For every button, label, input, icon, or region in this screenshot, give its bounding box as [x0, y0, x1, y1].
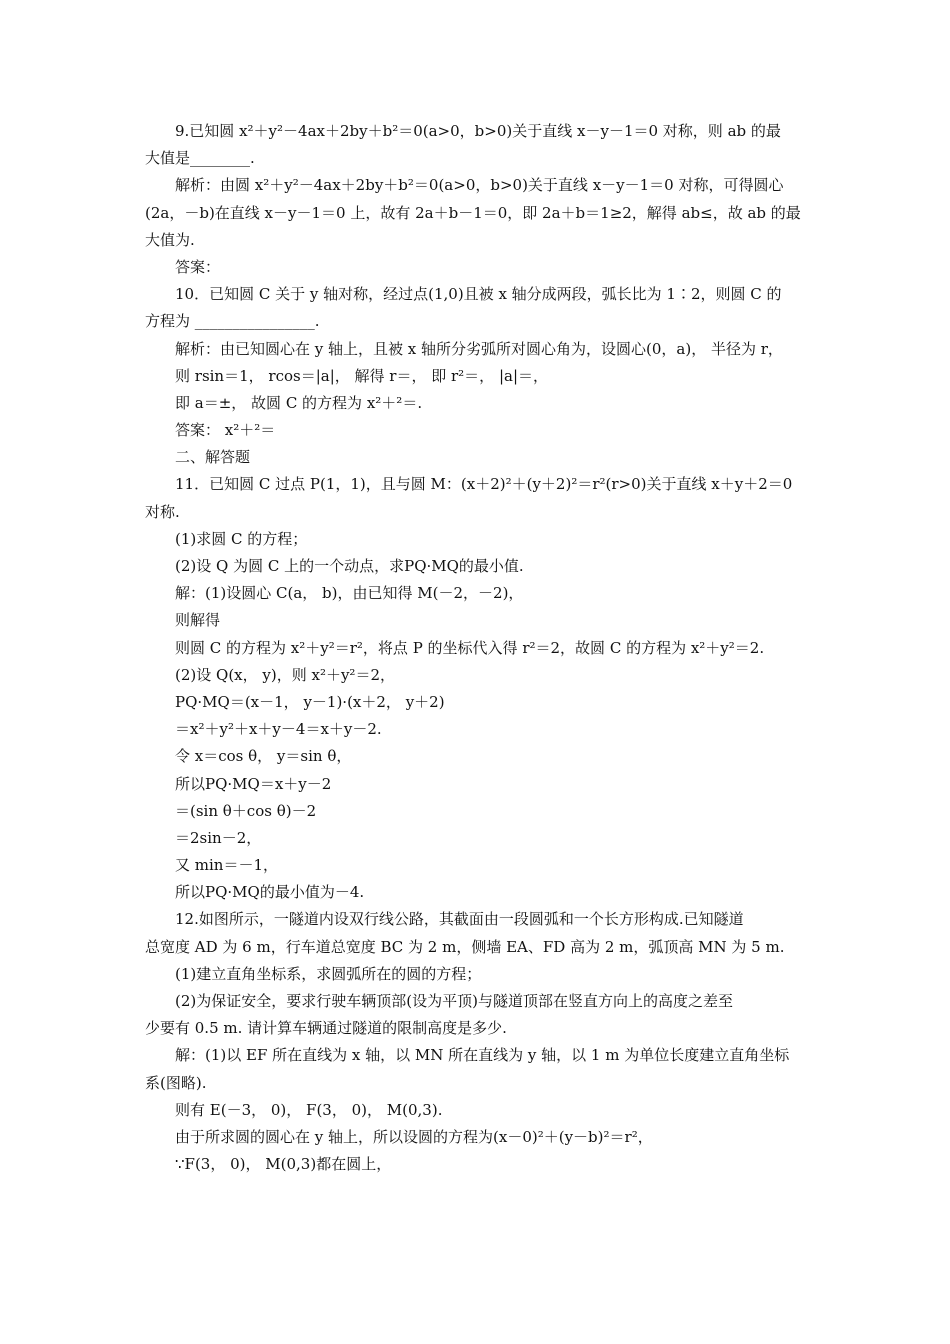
text-line: 解析：由已知圆心在 y 轴上，且被 x 轴所分劣弧所对圆心角为，设圆心(0，a)， 半径为 r， [175, 339, 783, 358]
text-line: 则 rsin＝1， rcos＝|a|， 解得 r＝， 即 r²＝， |a|＝， [175, 366, 549, 385]
text-line: 令 x＝cos θ， y＝sin θ， [175, 747, 352, 766]
text-line: 又 min＝－1， [175, 856, 278, 875]
text-line: (2)设 Q 为圆 C 上的一个动点，求PQ·MQ的最小值. [175, 557, 524, 575]
text-line: 大值是________. [145, 149, 255, 168]
text-line: (1)求圆 C 的方程； [175, 529, 308, 548]
text-line: 由于所求圆的圆心在 y 轴上，所以设圆的方程为(x－0)²＋(y－b)²＝r²， [175, 1127, 653, 1146]
text-line: 系(图略). [145, 1073, 207, 1092]
text-line: 方程为 ________________. [145, 312, 320, 331]
text-line: 则圆 C 的方程为 x²＋y²＝r²，将点 P 的坐标代入得 r²＝2，故圆 C 的方程为 x²＋y²＝2. [175, 638, 765, 657]
text-line: 12.如图所示，一隧道内设双行线公路，其截面由一段圆弧和一个长方形构成.已知隧道 [175, 910, 744, 929]
section-heading: 二、解答题 [175, 448, 251, 467]
text-line: 解析：由圆 x²＋y²－4ax＋2by＋b²＝0(a>0，b>0)关于直线 x－y－1＝0 对称，可得圆心 [175, 176, 784, 195]
text-line: 大值为. [145, 230, 195, 249]
text-line: ＝2sin－2， [175, 828, 262, 847]
text-line: 总宽度 AD 为 6 m，行车道总宽度 BC 为 2 m，侧墙 EA、FD 高为 2 m，弧顶高 MN 为 5 m. [145, 937, 785, 956]
text-line: (2a，－b)在直线 x－y－1＝0 上，故有 2a＋b－1＝0，即 2a＋b＝1≥2，解得 ab≤，故 ab 的最 [145, 203, 801, 222]
text-line: 答案： [175, 257, 221, 276]
text-line: 10．已知圆 C 关于 y 轴对称，经过点(1,0)且被 x 轴分成两段，弧长比为 1∶2，则圆 C 的 [175, 285, 782, 304]
text-line: 解：(1)以 EF 所在直线为 x 轴，以 MN 所在直线为 y 轴，以 1 m 为单位长度建立直角坐标 [175, 1046, 790, 1065]
text-line: (2)设 Q(x， y)，则 x²＋y²＝2， [175, 665, 395, 684]
text-line: ＝(sin θ＋cos θ)－2 [175, 801, 317, 820]
text-line: 则有 E(－3， 0)， F(3， 0)， M(0,3). [175, 1100, 443, 1119]
text-line: PQ·MQ＝(x－1， y－1)·(x＋2， y＋2) [175, 692, 445, 711]
text-line: 11．已知圆 C 过点 P(1，1)，且与圆 M：(x＋2)²＋(y＋2)²＝r²(r>0)关于直线 x＋y＋2＝0 [175, 475, 793, 494]
document-body [145, 118, 810, 1178]
text-line: (1)建立直角坐标系，求圆弧所在的圆的方程； [175, 964, 482, 983]
text-line: 9.已知圆 x²＋y²－4ax＋2by＋b²＝0(a>0，b>0)关于直线 x－y－1＝0 对称，则 ab 的最 [175, 122, 781, 140]
text-line: 答案： x²＋²＝ [175, 421, 276, 440]
text-line: 即 a＝±， 故圆 C 的方程为 x²＋²＝. [175, 393, 423, 412]
text-line: 对称. [145, 502, 180, 521]
text-line: 则解得 [175, 611, 221, 630]
text-line: (2)为保证安全，要求行驶车辆顶部(设为平顶)与隧道顶部在竖直方向上的高度之差至 [175, 992, 733, 1010]
text-line: 所以PQ·MQ＝x＋y－2 [175, 774, 332, 793]
text-line: 少要有 0.5 m. 请计算车辆通过隧道的限制高度是多少. [145, 1019, 507, 1038]
text-line: ＝x²＋y²＋x＋y－4＝x＋y－2. [175, 720, 382, 739]
text-line: 解：(1)设圆心 C(a， b)，由已知得 M(－2，－2)， [175, 584, 524, 603]
text-line: 所以PQ·MQ的最小值为－4. [175, 883, 365, 902]
text-line: ∵F(3， 0)， M(0,3)都在圆上， [175, 1155, 392, 1174]
